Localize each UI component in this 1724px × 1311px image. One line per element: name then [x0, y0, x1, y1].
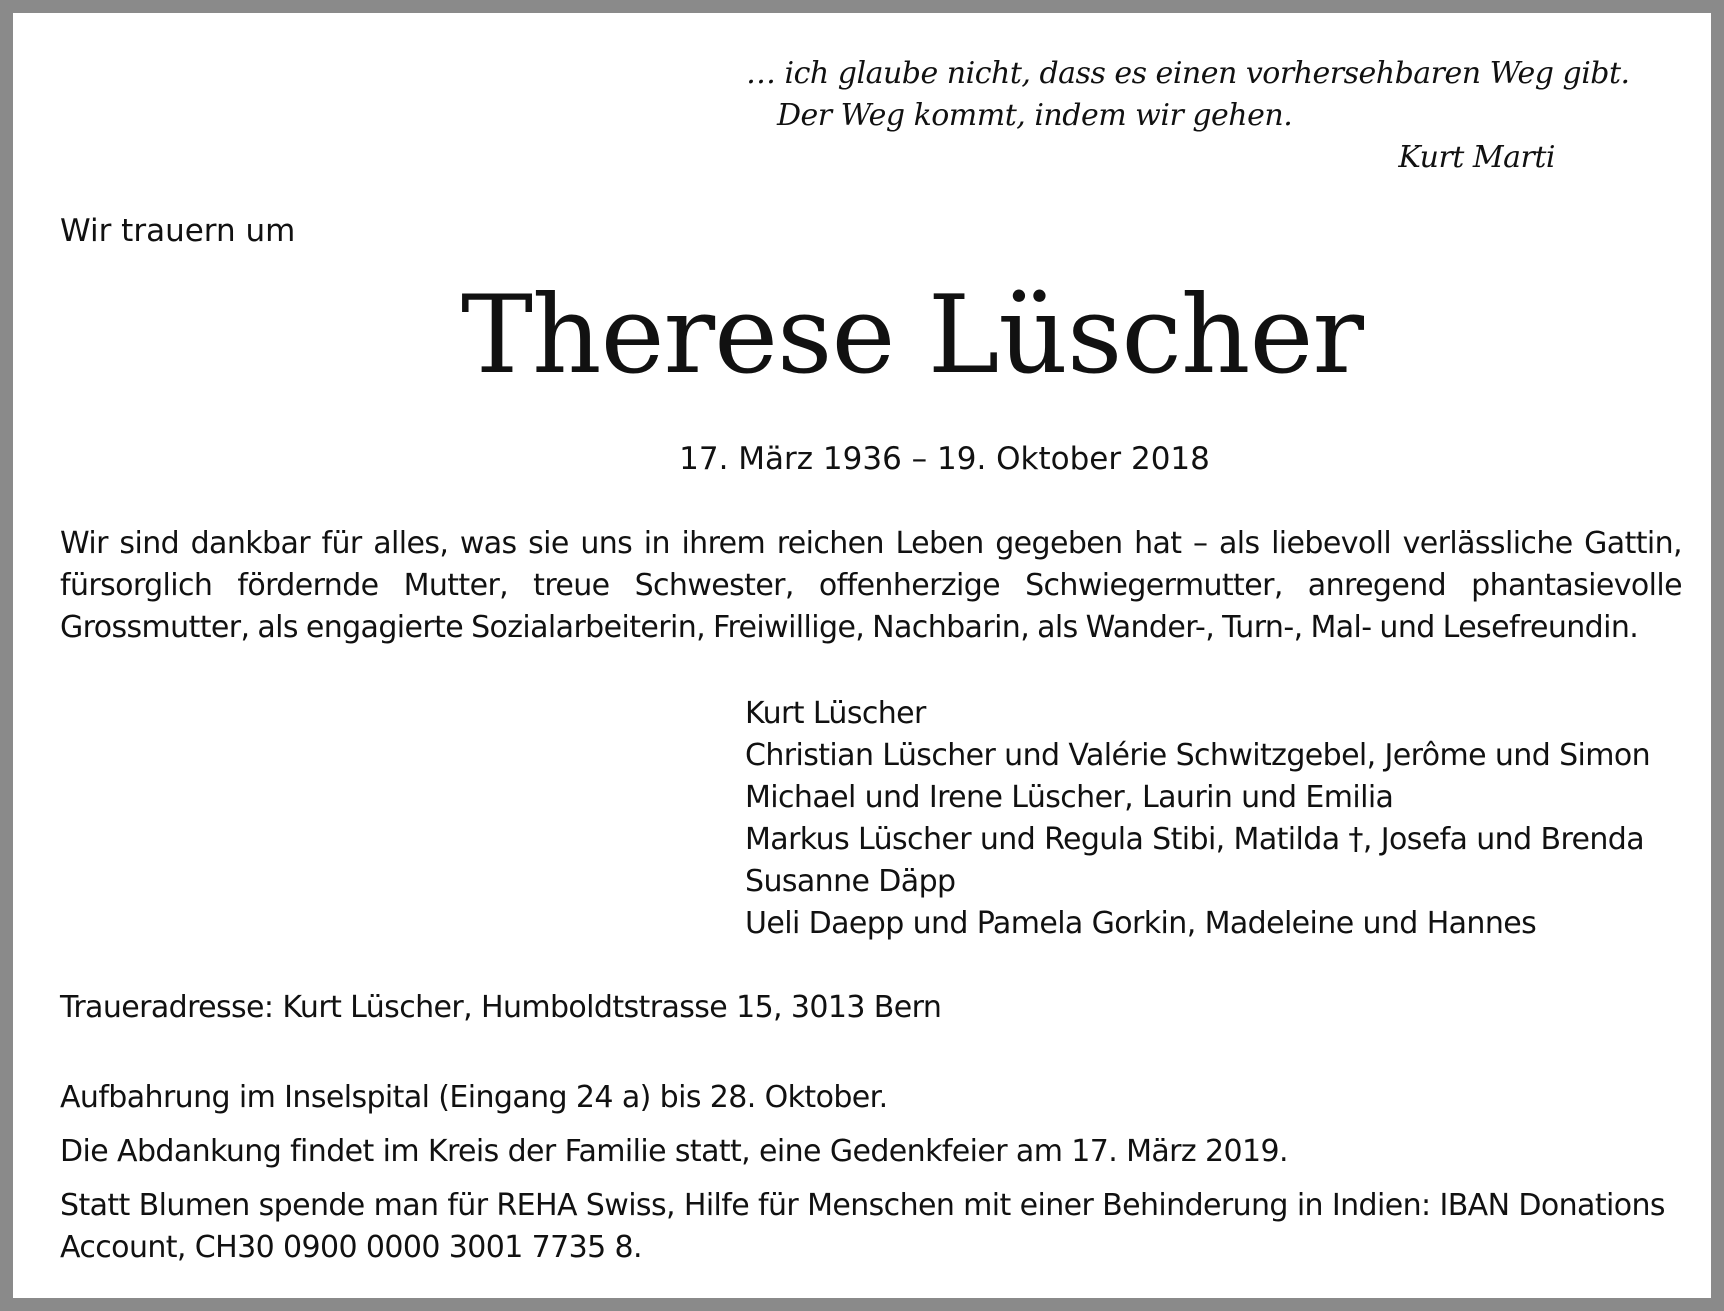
family-list [745, 693, 1705, 945]
obituary-notice [13, 13, 1711, 1298]
life-dates: 17. März 1936 – 19. Oktober 2018 [679, 441, 1210, 477]
intro-text: Wir trauern um [60, 213, 296, 249]
quote-line-2: Der Weg kommt, indem wir gehen. [777, 98, 1293, 133]
tribute-paragraph: Wir sind dankbar für alles, was sie uns in ihrem reichen Leben gegeben hat – als liebevoll verlässliche Gattin, fürsorglich fördernde Mutter, treue Schwester, offenherzige Schwiegermutter, anregend phantasievolle Grossmutter, als engagierte Sozialarbeiterin, Freiwillige, Nachbarin, als Wander-, Turn-, Mal- und Lesefreundin. [60, 526, 1682, 645]
notes-section [60, 1077, 1690, 1269]
deceased-name: Therese Lüscher [461, 273, 1363, 398]
quote-line-1: … ich glaube nicht, dass es einen vorhersehbaren Weg gibt. [746, 56, 1630, 91]
service-note: Die Abdankung findet im Kreis der Familie statt, eine Gedenkfeier am 17. März 2019. [60, 1134, 1288, 1169]
family-member: Susanne Däpp [745, 864, 956, 899]
viewing-note: Aufbahrung im Inselspital (Eingang 24 a) bis 28. Oktober. [60, 1080, 888, 1115]
mourning-address: Traueradresse: Kurt Lüscher, Humboldtstrasse 15, 3013 Bern [60, 990, 942, 1025]
family-member: Markus Lüscher und Regula Stibi, Matilda †, Josefa und Brenda [745, 822, 1645, 857]
family-member: Christian Lüscher und Valérie Schwitzgebel, Jerôme und Simon [745, 738, 1651, 773]
family-member: Ueli Daepp und Pamela Gorkin, Madeleine und Hannes [745, 906, 1537, 941]
epigraph-quote [746, 53, 1630, 179]
family-member: Kurt Lüscher [745, 696, 926, 731]
donation-note: Statt Blumen spende man für REHA Swiss, Hilfe für Menschen mit einer Behinderung in Indien: IBAN Donations Account, CH30 0900 0000 3001 7735 8. [60, 1188, 1665, 1265]
family-member: Michael und Irene Lüscher, Laurin und Emilia [745, 780, 1394, 815]
quote-author: Kurt Marti [1398, 140, 1555, 175]
